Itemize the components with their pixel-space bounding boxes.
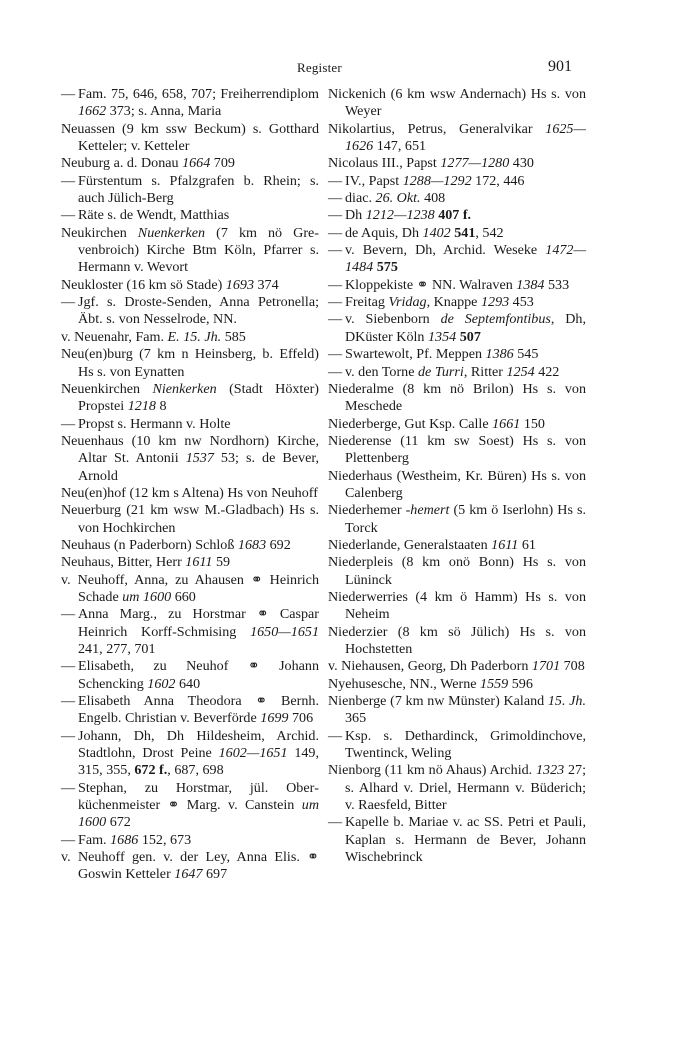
index-subentry — [328, 173, 586, 190]
subentry-dash: — — [328, 363, 343, 380]
entry-text: v. Neuhoff gen. v. der Ley, Anna Elis. ⚭ Goswin Ketteler 1647 697 — [61, 849, 319, 883]
index-entry — [328, 589, 586, 624]
entry-text: Neuassen (9 km ssw Beckum) s. Gotthard Ketteler; v. Ketteler — [61, 120, 319, 155]
entry-text: Niederberge, Gut Ksp. Calle 1661 150 — [328, 415, 545, 432]
index-entry — [61, 277, 319, 294]
index-entry — [328, 155, 586, 172]
index-entry — [328, 121, 586, 156]
entry-text: Neuburg a. d. Donau 1664 709 — [61, 155, 235, 172]
index-entry — [328, 416, 586, 433]
entry-text: Nyehusesche, NN., Werne 1559 596 — [328, 675, 533, 692]
subentry-dash: — — [328, 346, 343, 363]
index-entry — [61, 121, 319, 156]
index-entry — [61, 572, 319, 607]
entry-text: Nicolaus III., Papst 1277—1280 430 — [328, 155, 534, 172]
index-subentry — [328, 728, 586, 763]
entry-text: Stephan, zu Horstmar, jül. Oberküchenmeister ⚭ Marg. v. Canstein um 1600 672 — [78, 779, 319, 831]
entry-text: Niederense (11 km sw Soest) Hs s. von Plettenberg — [328, 432, 586, 467]
index-entry — [328, 468, 586, 503]
index-entry — [61, 485, 319, 502]
entry-text: Kloppekiste ⚭ NN. Walraven 1384 533 — [345, 276, 570, 293]
index-subentry — [61, 207, 319, 224]
subentry-dash: — — [61, 86, 76, 102]
index-entry — [328, 381, 586, 416]
subentry-dash: — — [328, 242, 343, 259]
running-title: Register — [297, 60, 342, 75]
entry-text: Nikolartius, Petrus, Generalvikar 1625—1626 147, 651 — [328, 120, 586, 155]
index-subentry — [61, 693, 319, 728]
index-subentry — [328, 242, 586, 277]
entry-text: Elisabeth, zu Neuhof ⚭ Johann Schencking 1602 640 — [78, 658, 319, 692]
entry-text: Niederhemer -hemert (5 km ö Iserlohn) Hs s. Torck — [328, 502, 586, 536]
entry-text: Fam. 1686 152, 673 — [78, 831, 192, 848]
index-entry — [328, 693, 586, 728]
subentry-dash: — — [61, 658, 76, 675]
subentry-dash: — — [61, 606, 76, 623]
subentry-dash: — — [61, 172, 76, 189]
subentry-dash: — — [61, 779, 76, 796]
subentry-dash: — — [328, 814, 343, 831]
index-subentry — [61, 86, 319, 121]
entry-text: Freitag Vridag, Knappe 1293 453 — [345, 294, 534, 311]
entry-text: Niederhaus (Westheim, Kr. Büren) Hs s. von Calenberg — [328, 467, 586, 501]
index-entry — [328, 86, 586, 121]
index-subentry — [61, 780, 319, 832]
page-header — [0, 58, 700, 80]
entry-text: Jgf. s. Droste-Senden, Anna Petronella; Äbt. s. von Nesselrode, NN. — [78, 294, 319, 328]
entry-text: diac. 26. Okt. 408 — [345, 190, 446, 207]
entry-text: Neukirchen Nuenkerken (7 km nö Grevenbroich) Kirche Btm Köln, Pfarrer s. Hermann v. Wevort — [61, 224, 319, 276]
index-entry — [328, 537, 586, 554]
entry-text: Räte s. de Wendt, Matthias — [78, 207, 230, 224]
entry-text: Fürstentum s. Pfalzgrafen b. Rhein; s. auch Jülich-Berg — [78, 172, 319, 207]
index-entry — [61, 849, 319, 884]
entry-text: Neukloster (16 km sö Stade) 1693 374 — [61, 276, 279, 293]
entry-text: Swartewolt, Pf. Meppen 1386 545 — [345, 346, 539, 363]
entry-text: Anna Marg., zu Horstmar ⚭ Caspar Heinrich Korff-Schmising 1650—1651 241, 277, 701 — [78, 606, 319, 657]
subentry-dash: — — [328, 224, 343, 241]
subentry-dash: — — [61, 727, 76, 744]
index-subentry — [328, 364, 586, 381]
entry-text: IV., Papst 1288—1292 172, 446 — [345, 172, 525, 189]
subentry-dash: — — [61, 207, 76, 224]
index-entry — [61, 329, 319, 346]
index-subentry — [328, 277, 586, 294]
entry-text: Neu(en)hof (12 km s Altena) Hs von Neuhoff — [61, 484, 318, 501]
entry-text: Niederzier (8 km sö Jülich) Hs s. von Hochstetten — [328, 623, 586, 657]
subentry-dash: — — [61, 415, 76, 432]
entry-text: Neuerburg (21 km wsw M.-Gladbach) Hs s. von Hochkirchen — [61, 502, 319, 536]
index-subentry — [328, 346, 586, 363]
index-subentry — [61, 832, 319, 849]
index-entry — [61, 155, 319, 172]
index-entry — [328, 433, 586, 468]
entry-text: v. Neuhoff, Anna, zu Ahausen ⚭ Heinrich Schade um 1600 660 — [61, 571, 319, 605]
index-subentry — [61, 294, 319, 329]
entry-text: Elisabeth Anna Theodora ⚭ Bernh. Engelb. Christian v. Beverförde 1699 706 — [78, 693, 319, 727]
index-entry — [328, 762, 586, 814]
entry-text: Niederlande, Generalstaaten 1611 61 — [328, 536, 536, 553]
index-entry — [61, 537, 319, 554]
index-subentry — [328, 190, 586, 207]
page-number: 901 — [548, 58, 572, 75]
entry-text: Niederwerries (4 km ö Hamm) Hs s. von Neheim — [328, 588, 586, 623]
entry-text: Nienborg (11 km nö Ahaus) Archid. 1323 27; s. Alhard v. Driel, Hermann v. Büderich; v. Raesfeld, Bitter — [328, 762, 586, 814]
entry-text: v. den Torne de Turri, Ritter 1254 422 — [345, 363, 560, 380]
index-subentry — [328, 311, 586, 346]
subentry-dash: — — [61, 294, 76, 311]
entry-text: Nienberge (7 km nw Münster) Kaland 15. Jh. 365 — [328, 693, 586, 727]
entry-text: v. Niehausen, Georg, Dh Paderborn 1701 708 — [328, 658, 585, 675]
index-entry — [328, 502, 586, 537]
subentry-dash: — — [328, 276, 343, 293]
index-subentry — [61, 658, 319, 693]
index-entry — [328, 624, 586, 659]
entry-text: Neu(en)burg (7 km n Heinsberg, b. Effeld) Hs s. von Eynatten — [61, 346, 319, 380]
entry-text: Dh 1212—1238 407 f. — [345, 207, 472, 224]
index-column-left — [61, 86, 319, 884]
entry-text: Nickenich (6 km wsw Andernach) Hs s. von Weyer — [328, 86, 586, 120]
index-subentry — [61, 728, 319, 780]
entry-text: v. Bevern, Dh, Archid. Weseke 1472—1484 575 — [345, 242, 586, 276]
subentry-dash: — — [328, 311, 343, 328]
entry-text: Neuhaus, Bitter, Herr 1611 59 — [61, 554, 231, 571]
subentry-dash: — — [61, 831, 76, 848]
subentry-dash: — — [328, 727, 343, 744]
index-subentry — [328, 294, 586, 311]
index-subentry — [328, 207, 586, 224]
index-entry — [61, 554, 319, 571]
index-subentry — [61, 606, 319, 658]
entry-text: Fam. 75, 646, 658, 707; Freiherrendiplom 1662 373; s. Anna, Maria — [78, 86, 319, 120]
index-subentry — [328, 225, 586, 242]
entry-text: Niederpleis (8 km onö Bonn) Hs s. von Lüninck — [328, 554, 586, 588]
index-entry — [328, 676, 586, 693]
index-entry — [328, 658, 586, 675]
index-subentry — [61, 173, 319, 208]
entry-text: Neuenkirchen Nienkerken (Stadt Höxter) Propstei 1218 8 — [61, 380, 319, 415]
index-entry — [61, 502, 319, 537]
index-subentry — [328, 814, 586, 866]
index-column-right — [328, 86, 586, 866]
entry-text: Johann, Dh, Dh Hildesheim, Archid. Stadtlohn, Drost Peine 1602—1651 149, 315, 355, 672 f., 687, 698 — [78, 727, 319, 779]
index-subentry — [61, 416, 319, 433]
index-entry — [328, 554, 586, 589]
entry-text: Niederalme (8 km nö Brilon) Hs s. von Meschede — [328, 380, 586, 415]
entry-text: Propst s. Hermann v. Holte — [78, 415, 231, 432]
subentry-dash: — — [328, 190, 343, 207]
entry-text: Neuhaus (n Paderborn) Schloß 1683 692 — [61, 536, 291, 553]
subentry-dash: — — [328, 207, 343, 224]
subentry-dash: — — [61, 693, 76, 710]
entry-text: Ksp. s. Dethardinck, Grimoldinchove, Twentinck, Weling — [345, 727, 586, 762]
entry-text: v. Siebenborn de Septemfontibus, Dh, DKüster Köln 1354 507 — [345, 311, 586, 345]
index-entry — [61, 225, 319, 277]
index-entry — [61, 433, 319, 485]
subentry-dash: — — [328, 294, 343, 311]
subentry-dash: — — [328, 172, 343, 189]
index-entry — [61, 346, 319, 381]
entry-text: Kapelle b. Mariae v. ac SS. Petri et Pauli, Kaplan s. Hermann de Bever, Johann Wischebrinck — [345, 814, 586, 866]
entry-text: Neuenhaus (10 km nw Nordhorn) Kirche, Altar St. Antonii 1537 53; s. de Bever, Arnold — [61, 432, 320, 484]
entry-text: de Aquis, Dh 1402 541, 542 — [345, 224, 504, 241]
index-entry — [61, 381, 319, 416]
entry-text: v. Neuenahr, Fam. E. 15. Jh. 585 — [61, 328, 246, 345]
